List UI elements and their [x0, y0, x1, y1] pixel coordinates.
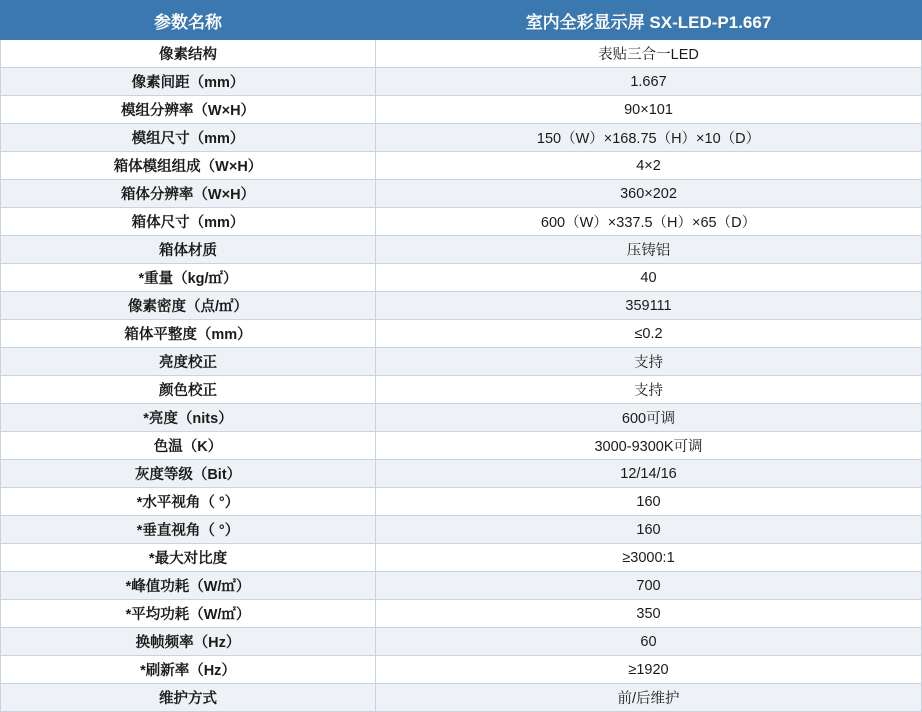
table-row	[1, 264, 922, 292]
parameter-name-cell: *平均功耗（W/㎡）	[1, 600, 376, 628]
table-row	[1, 628, 922, 656]
table-row	[1, 68, 922, 96]
parameter-value-cell: 支持	[376, 348, 922, 376]
table-row	[1, 208, 922, 236]
table-row	[1, 544, 922, 572]
parameter-name-cell: 像素结构	[1, 40, 376, 68]
parameter-name-cell: *最大对比度	[1, 544, 376, 572]
parameter-name-cell: 箱体材质	[1, 236, 376, 264]
parameter-value-cell: 600可调	[376, 404, 922, 432]
parameter-name-cell: *刷新率（Hz）	[1, 656, 376, 684]
table-row	[1, 600, 922, 628]
table-row	[1, 96, 922, 124]
parameter-value-cell: 前/后维护	[376, 684, 922, 712]
header-product-title: 室内全彩显示屏 SX-LED-P1.667	[376, 1, 922, 40]
table-row	[1, 404, 922, 432]
parameter-name-cell: 箱体平整度（mm）	[1, 320, 376, 348]
parameter-value-cell: 表贴三合一LED	[376, 40, 922, 68]
table-row	[1, 488, 922, 516]
parameter-name-cell: 模组尺寸（mm）	[1, 124, 376, 152]
parameter-value-cell: 3000-9300K可调	[376, 432, 922, 460]
parameter-name-cell: 灰度等级（Bit）	[1, 460, 376, 488]
table-row	[1, 152, 922, 180]
parameter-name-cell: 像素密度（点/㎡）	[1, 292, 376, 320]
table-body	[1, 40, 922, 712]
parameter-name-cell: *水平视角（ °）	[1, 488, 376, 516]
parameter-name-cell: *亮度（nits）	[1, 404, 376, 432]
parameter-value-cell: 360×202	[376, 180, 922, 208]
parameter-value-cell: 压铸铝	[376, 236, 922, 264]
parameter-value-cell: 4×2	[376, 152, 922, 180]
parameter-value-cell: ≤0.2	[376, 320, 922, 348]
parameter-value-cell: ≥1920	[376, 656, 922, 684]
parameter-value-cell: 支持	[376, 376, 922, 404]
table-row	[1, 40, 922, 68]
parameter-value-cell: 359111	[376, 292, 922, 320]
parameter-value-cell: ≥3000:1	[376, 544, 922, 572]
parameter-name-cell: *垂直视角（ °）	[1, 516, 376, 544]
table-row	[1, 432, 922, 460]
parameter-value-cell: 12/14/16	[376, 460, 922, 488]
parameter-name-cell: 像素间距（mm）	[1, 68, 376, 96]
parameter-name-cell: 换帧频率（Hz）	[1, 628, 376, 656]
parameter-name-cell: *峰值功耗（W/㎡）	[1, 572, 376, 600]
parameter-name-cell: 箱体分辨率（W×H）	[1, 180, 376, 208]
table-row	[1, 516, 922, 544]
parameter-name-cell: 箱体尺寸（mm）	[1, 208, 376, 236]
table-row	[1, 376, 922, 404]
parameter-value-cell: 90×101	[376, 96, 922, 124]
table-row	[1, 656, 922, 684]
parameter-value-cell: 40	[376, 264, 922, 292]
parameter-value-cell: 160	[376, 488, 922, 516]
table-row	[1, 180, 922, 208]
parameter-name-cell: *重量（kg/㎡）	[1, 264, 376, 292]
parameter-name-cell: 色温（K）	[1, 432, 376, 460]
table-row	[1, 124, 922, 152]
parameter-value-cell: 160	[376, 516, 922, 544]
parameter-name-cell: 维护方式	[1, 684, 376, 712]
table-row	[1, 236, 922, 264]
parameter-name-cell: 亮度校正	[1, 348, 376, 376]
parameter-name-cell: 颜色校正	[1, 376, 376, 404]
parameter-value-cell: 150（W）×168.75（H）×10（D）	[376, 124, 922, 152]
parameter-value-cell: 600（W）×337.5（H）×65（D）	[376, 208, 922, 236]
parameter-name-cell: 模组分辨率（W×H）	[1, 96, 376, 124]
table-header-row	[1, 1, 922, 40]
parameter-value-cell: 1.667	[376, 68, 922, 96]
parameter-name-cell: 箱体模组组成（W×H）	[1, 152, 376, 180]
table-row	[1, 348, 922, 376]
parameter-value-cell: 60	[376, 628, 922, 656]
table-row	[1, 572, 922, 600]
table-header	[1, 1, 922, 40]
parameter-value-cell: 700	[376, 572, 922, 600]
table-row	[1, 292, 922, 320]
table-row	[1, 460, 922, 488]
table-row	[1, 320, 922, 348]
parameter-value-cell: 350	[376, 600, 922, 628]
header-parameter-name: 参数名称	[1, 1, 376, 40]
